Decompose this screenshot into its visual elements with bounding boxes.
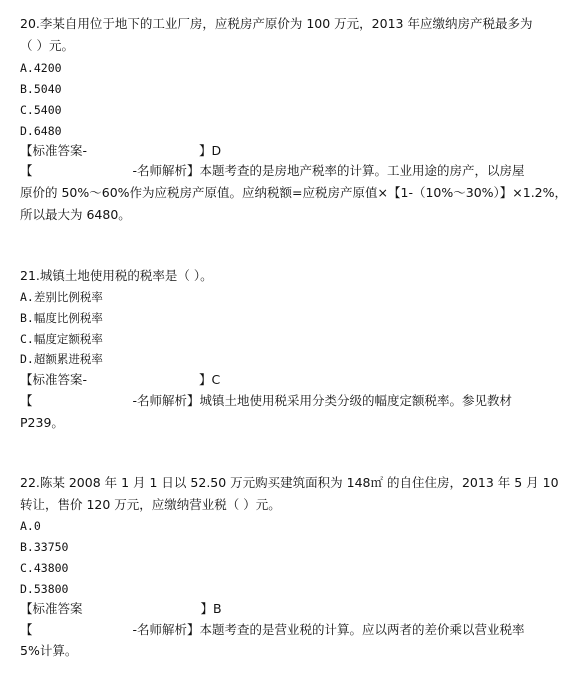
question-20-option-a: A.4200 <box>20 61 62 75</box>
question-22-explanation-line2: 5%计算。 <box>20 643 78 658</box>
redacted-block <box>87 145 199 159</box>
question-22-option-c: C.43800 <box>20 561 69 575</box>
explanation-bracket: 【 <box>20 393 33 408</box>
explanation-text: -名师解析】本题考查的是房地产税率的计算。工业用途的房产，以房屋 <box>132 163 525 178</box>
question-21-explanation-line2: P239。 <box>20 415 64 430</box>
question-22-explanation-line1 <box>20 620 525 640</box>
answer-value: 】D <box>199 143 222 158</box>
question-22-stem-line1: 22.陈某 2008 年 1 月 1 日以 52.50 万元购买建筑面积为 148㎡ 的自住住房，2013 年 5 月 10 <box>20 475 559 490</box>
question-22-option-d: D.53800 <box>20 582 69 596</box>
question-21-option-a: A.差别比例税率 <box>20 290 103 304</box>
question-22-option-b: B.33750 <box>20 540 69 554</box>
question-20-option-b: B.5040 <box>20 82 62 96</box>
explanation-bracket: 【 <box>20 622 33 637</box>
question-20-explanation-line3: 所以最大为 6480。 <box>20 207 131 222</box>
explanation-text: -名师解析】本题考查的是营业税的计算。应以两者的差价乘以营业税率 <box>132 622 525 637</box>
question-20-stem-line2: （ ）元。 <box>20 38 74 53</box>
redacted-block <box>33 165 133 179</box>
question-20-explanation-line1 <box>20 161 525 181</box>
explanation-text: -名师解析】城镇土地使用税采用分类分级的幅度定额税率。参见教材 <box>132 393 513 408</box>
question-22-option-a: A.0 <box>20 519 41 533</box>
redacted-block <box>33 395 133 409</box>
question-21-option-b: B.幅度比例税率 <box>20 311 103 325</box>
question-21-stem: 21.城镇土地使用税的税率是（ ）。 <box>20 268 213 283</box>
answer-value: 】B <box>200 601 222 616</box>
question-22-answer <box>20 599 222 619</box>
question-20-explanation-line2: 原价的 50%～60%作为应税房产原值。应纳税额=应税房产原值×【1-（10%～30%）】×1.2%， <box>20 185 567 200</box>
explanation-bracket: 【 <box>20 163 33 178</box>
redacted-block <box>83 603 201 617</box>
question-20-option-d: D.6480 <box>20 124 62 138</box>
question-21-explanation-line1 <box>20 391 512 411</box>
question-21-option-c: C.幅度定额税率 <box>20 332 103 346</box>
answer-label: 【标准答案- <box>20 143 88 158</box>
question-21-answer <box>20 370 220 390</box>
question-20-stem-line1: 20.李某自用位于地下的工业厂房，应税房产原价为 100 万元，2013 年应缴纳房产税最多为 <box>20 16 533 31</box>
redacted-block <box>33 624 133 638</box>
question-20-option-c: C.5400 <box>20 103 62 117</box>
answer-label: 【标准答案 <box>20 601 83 616</box>
answer-value: 】C <box>199 372 221 387</box>
answer-label: 【标准答案- <box>20 372 88 387</box>
question-22-stem-line2: 转让，售价 120 万元，应缴纳营业税（ ）元。 <box>20 497 281 512</box>
redacted-block <box>87 374 199 388</box>
question-20-answer <box>20 141 221 161</box>
question-21-option-d: D.超额累进税率 <box>20 352 103 366</box>
